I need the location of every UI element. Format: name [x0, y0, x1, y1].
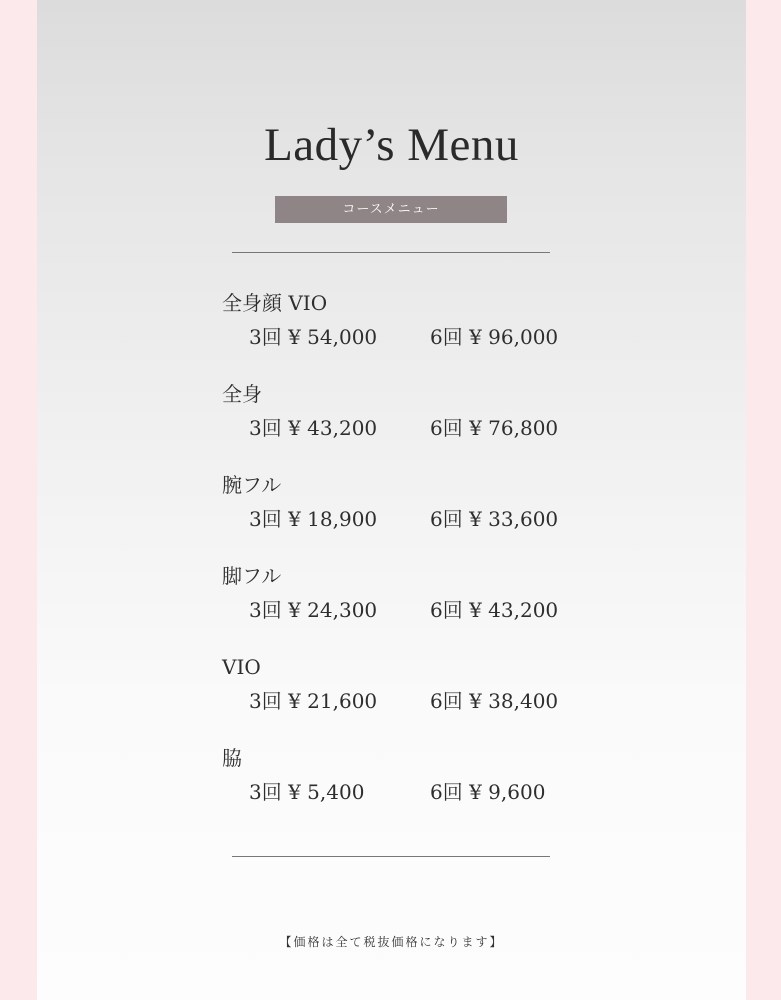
course-menu-badge: コースメニュー	[275, 196, 507, 223]
course-prices	[222, 320, 642, 354]
price-6-sessions: 6回 ¥ 38,400	[430, 689, 559, 713]
price-6-sessions: 6回 ¥ 43,200	[430, 598, 559, 622]
course-prices	[222, 502, 642, 536]
course-item	[222, 650, 642, 741]
top-divider	[232, 252, 550, 253]
course-item	[222, 286, 642, 377]
course-name: 脇	[222, 746, 242, 770]
price-3-sessions: 3回 ¥ 5,400	[249, 780, 365, 804]
course-list	[222, 286, 642, 832]
bottom-divider	[232, 856, 550, 857]
price-6-sessions: 6回 ¥ 96,000	[430, 325, 559, 349]
tax-note: 【価格は全て税抜価格になります】	[279, 935, 504, 949]
price-3-sessions: 3回 ¥ 24,300	[249, 598, 378, 622]
price-6-sessions: 6回 ¥ 33,600	[430, 507, 559, 531]
price-6-sessions: 6回 ¥ 9,600	[430, 780, 546, 804]
menu-card	[37, 0, 746, 1000]
price-3-sessions: 3回 ¥ 21,600	[249, 689, 378, 713]
course-item	[222, 377, 642, 468]
course-item	[222, 741, 642, 832]
course-name: 脚フル	[222, 564, 282, 588]
price-6-sessions: 6回 ¥ 76,800	[430, 416, 559, 440]
course-prices	[222, 684, 642, 718]
course-name: VIO	[222, 655, 261, 679]
course-name: 全身顔 VIO	[222, 291, 328, 315]
price-3-sessions: 3回 ¥ 54,000	[249, 325, 378, 349]
course-item	[222, 468, 642, 559]
course-prices	[222, 411, 642, 445]
price-3-sessions: 3回 ¥ 18,900	[249, 507, 378, 531]
course-item	[222, 559, 642, 650]
course-prices	[222, 593, 642, 627]
course-prices	[222, 775, 642, 809]
price-3-sessions: 3回 ¥ 43,200	[249, 416, 378, 440]
menu-title: Lady’s Menu	[264, 119, 519, 171]
course-name: 全身	[222, 382, 262, 406]
course-name: 腕フル	[222, 473, 282, 497]
